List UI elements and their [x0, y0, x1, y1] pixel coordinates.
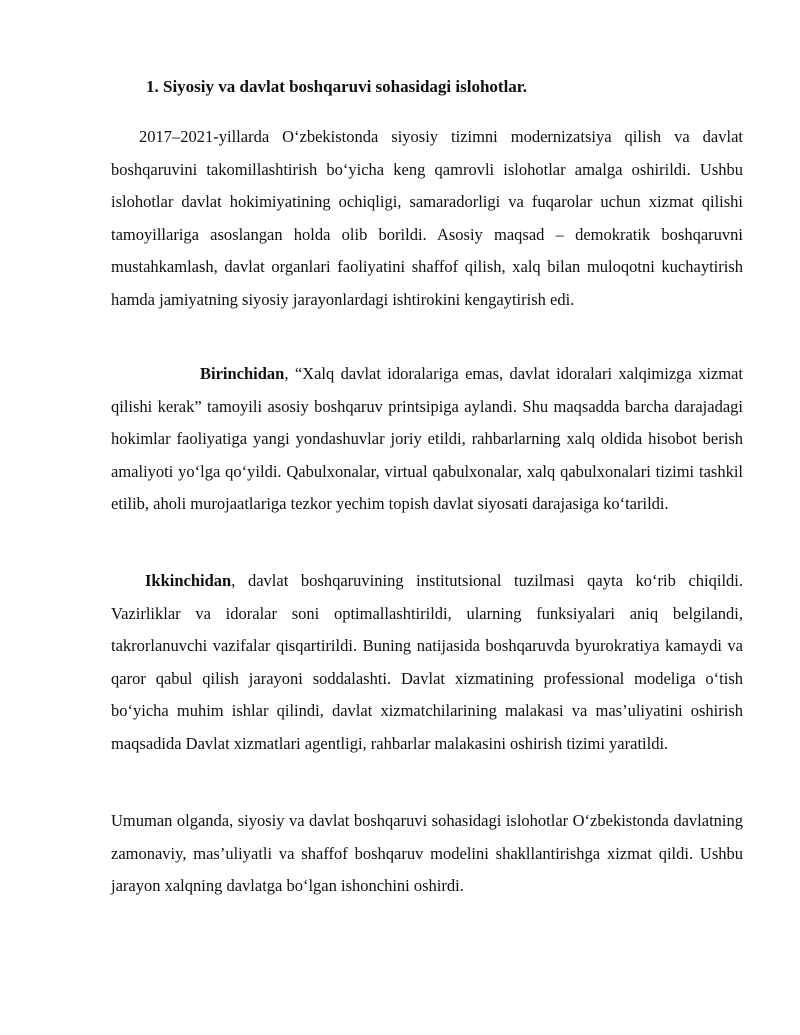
paragraph-lead: Ikkinchidan: [145, 571, 232, 590]
paragraph-text: Umuman olganda, siyosiy va davlat boshqaruvi sohasidagi islohotlar O‘zbekistonda davlatning zamonaviy, mas’uliyatli va shaffof boshqaruv modelini shakllantirishga xizmat qildi. Ushbu jarayon xalqning davlatga bo‘lgan ishonchini oshirdi.: [111, 811, 743, 895]
paragraph-lead: Birinchidan: [200, 364, 285, 383]
paragraph-text: , davlat boshqaruvining institutsional tuzilmasi qayta ko‘rib chiqildi. Vazirliklar va idoralar soni optimallashtirildi, ularning funksiyalari aniq belgilandi, takrorlanuvchi vazifalar qisqartirildi. Buning natijasida boshqaruvda byurokratiya kamaydi va qaror qabul qilish jarayoni soddalashti. Davlat xizmatining professional modeliga o‘tish bo‘yicha muhim ishlar qilindi, davlat xizmatchilarining malakasi va mas’uliyatini oshirish maqsadida Davlat xizmatlari agentligi, rahbarlar malakasini oshirish tizimi yaratildi.: [111, 571, 743, 753]
paragraph-intro: [111, 121, 743, 316]
paragraph-birinchidan: [111, 358, 743, 521]
paragraph-ikkinchidan: [111, 565, 743, 760]
paragraph-text: , “Xalq davlat idoralariga emas, davlat idoralari xalqimizga xizmat qilishi kerak” tamoyili asosiy boshqaruv printsipiga aylandi. Shu maqsadda barcha darajadagi hokimlar faoliyatiga yangi yondashuvlar joriy etildi, rahbarlarning xalq oldida hisobot berish amaliyoti yo‘lga qo‘yildi. Qabulxonalar, virtual qabulxonalar, xalq qabulxonalari tizimi tashkil etilib, aholi murojaatlariga tezkor yechim topish davlat siyosati darajasiga ko‘tarildi.: [111, 364, 743, 513]
paragraph-conclusion: [111, 805, 743, 903]
section-heading: 1. Siyosiy va davlat boshqaruvi sohasidagi islohotlar.: [146, 77, 528, 96]
paragraph-text: 2017–2021-yillarda O‘zbekistonda siyosiy tizimni modernizatsiya qilish va davlat boshqaruvini takomillashtirish bo‘yicha keng qamrovli islohotlar amalga oshirildi. Ushbu islohotlar davlat hokimiyatining ochiqligi, samaradorligi va fuqarolar uchun xizmat qilishi tamoyillariga asoslangan holda olib borildi. Asosiy maqsad – demokratik boshqaruvni mustahkamlash, davlat organlari faoliyatini shaffof qilish, xalq bilan muloqotni kuchaytirish hamda jamiyatning siyosiy jarayonlardagi ishtirokini kengaytirish edi.: [111, 127, 743, 309]
